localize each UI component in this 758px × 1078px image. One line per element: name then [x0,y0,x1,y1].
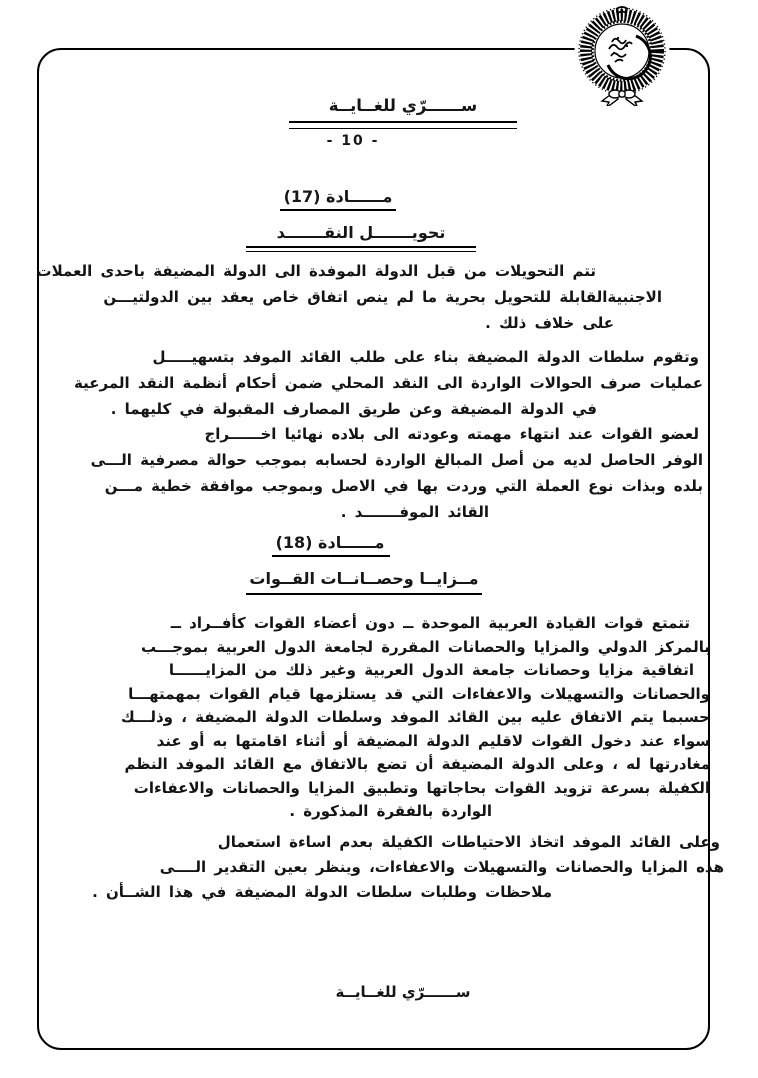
paragraph-line: هذه المزايا والحصانات والتسهيلات والاعفاءات، وينظر بعين التقدير الــــى [159,858,724,876]
paragraph-line: بالمركز الدولي والمزايا والحصانات المقررة لجامعة الدول العربية بموجـــب [141,637,710,656]
paragraph-line: القائد الموفـــــــد . [340,503,489,521]
classification-footer: ســــــرّي للغــايــة [335,983,471,1001]
paragraph-line: تتمتع قوات القيادة العربية الموحدة ــ دون أعضاء القوات كأفــراد ــ [170,614,690,632]
paragraph-line: مغادرتها له ، وعلى الدولة المضيفة أن تضع بالاتفاق مع القائد الموفد النظم [124,755,710,773]
paragraph-line: حسبما يتم الاتفاق عليه بين القائد الموفد وسلطات الدولة المضيفة ، وذلـــك [120,708,710,726]
paragraph-line: الواردة بالفقرة المذكورة . [289,802,492,820]
paragraph-line: ملاحظات وطلبات سلطات الدولة المضيفة في هذا الشــأن . [92,883,552,901]
paragraph-line: في الدولة المضيفة وعن طريق المصارف المقبولة في كليهما . [110,400,597,418]
paragraph-line: بلده وبذات نوع العملة التي وردت بها في الاصل وبموجب موافقة خطية مـــن [104,477,703,495]
article-17-subtitle: تحويـــــــل النقـــــــد [276,223,446,242]
article-18-paragraph-2 [40,830,724,905]
article-17-paragraph-2 [58,344,703,422]
arab-league-logo [574,2,670,106]
article-17-paragraph-3 [58,421,703,525]
paragraph-line: وعلى القائد الموفد اتخاذ الاحتياطات الكفيلة بعدم اساءة استعمال [217,833,720,851]
paragraph-line: اتفاقية مزايا وحصانات جامعة الدول العربية وغير ذلك من المزايــــــا [168,661,694,679]
underline-rule [289,128,517,129]
paragraph-line: سواء عند دخول القوات لاقليم الدولة المضيفة أو أثناء اقامتها به أو عند [156,731,710,750]
underline-rule [280,209,396,211]
underline-rule [246,246,476,248]
underline-rule [246,593,482,595]
article-18-subtitle: مــزايــا وحصــانــات القــوات [249,569,479,588]
paragraph-line: الاجنبيةالقابلة للتحويل بحرية ما لم ينص اتفاق خاص يعقد بين الدولتيـــن [103,288,662,306]
underline-rule [246,251,476,252]
paragraph-line: لعضو القوات عند انتهاء مهمته وعودته الى بلاده نهائيا اخــــــراج [204,425,699,443]
arab-league-emblem-icon [574,2,670,106]
article-18-paragraph-1 [40,612,710,824]
paragraph-line: الكفيلة بسرعة تزويد القوات بحاجاتها وتطبيق المزايا والحصانات والاعفاءات [133,778,710,797]
paragraph-line: تتم التحويلات من قبل الدولة الموفدة الى الدولة المضيفة باحدى العملات [36,262,596,280]
classification-header: ســــــرّي للغــايــة [328,96,478,115]
paragraph-line: وتقوم سلطات الدولة المضيفة بناء على طلب القائد الموفد بتسهيـــــل [152,348,699,366]
underline-rule [272,555,390,557]
paragraph-line: على خلاف ذلك . [485,314,614,332]
paragraph-line: والحصانات والتسهيلات والاعفاءات التي قد يستلزمها قيام القوات بمهمتهـــا [128,684,710,703]
paragraph-line: عمليات صرف الحوالات الواردة الى النقد المحلي ضمن أحكام أنظمة النقد المرعية [74,374,703,392]
underline-rule [289,121,517,123]
paragraph-line: الوفر الحاصل لديه من أصل المبالغ الواردة لحسابه بموجب حوالة مصرفية الـــى [90,451,703,469]
page-number: - 10 - [326,133,380,149]
article-17-paragraph-1 [36,258,662,336]
article-18-title: مــــــادة (18) [275,533,385,552]
article-17-title: مــــــادة (17) [283,187,393,206]
